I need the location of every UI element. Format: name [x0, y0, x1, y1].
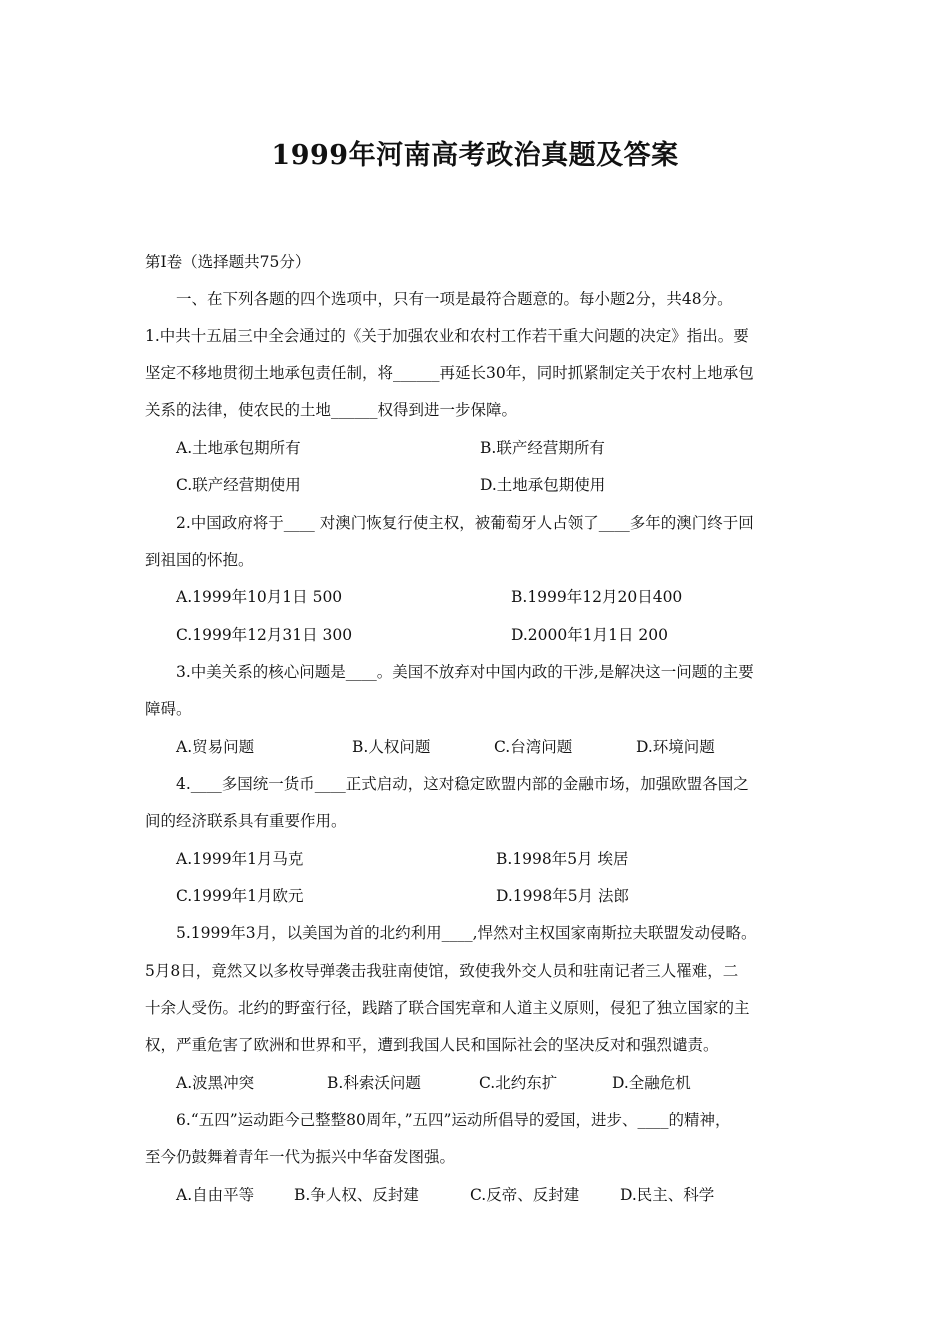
question-3-option-a: A.贸易问题 — [176, 738, 255, 756]
question-3-line-2: 障碍。 — [145, 700, 192, 718]
question-1-line-1: 1.中共十五届三中全会通过的《关于加强农业和农村工作若干重大问题的决定》指出。要 — [145, 327, 749, 345]
question-6-option-c: C.反帝、反封建 — [470, 1186, 580, 1204]
question-4-option-d: D.1998年5月 法郎 — [496, 887, 630, 905]
question-2-line-2: 到祖国的怀抱。 — [145, 551, 254, 569]
question-5-line-2: 5月8日，竟然又以多枚导弹袭击我驻南使馆，致使我外交人员和驻南记者三人罹难，二 — [145, 962, 739, 980]
question-1-option-a: A.土地承包期所有 — [176, 439, 301, 457]
question-5-line-1: 5.1999年3月，以美国为首的北约利用____,悍然对主权国家南斯拉夫联盟发动侵略。 — [176, 924, 757, 942]
question-2-option-d: D.2000年1月1日 200 — [511, 626, 668, 644]
question-4-option-c: C.1999年1月欧元 — [176, 887, 304, 905]
question-2-line-1: 2.中国政府将于____ 对澳门恢复行使主权，被葡萄牙人占领了____多年的澳门终于回 — [176, 514, 754, 532]
page-title: 1999年河南高考政治真题及答案 — [271, 140, 679, 171]
question-6-option-a: A.自由平等 — [176, 1186, 255, 1204]
question-2-option-b: B.1999年12月20日400 — [511, 588, 683, 606]
question-6-line-1: 6.“五四”运动距今己整整80周年，”五四”运动所倡导的爱国，进步、____的精神， — [176, 1111, 731, 1129]
question-5-line-3: 十余人受伤。北约的野蛮行径，践踏了联合国宪章和人道主义原则，侵犯了独立国家的主 — [145, 999, 750, 1017]
question-4-option-b: B.1998年5月 埃居 — [496, 850, 629, 868]
question-4-line-2: 间的经济联系具有重要作用。 — [145, 812, 347, 830]
question-5-line-4: 权，严重危害了欧洲和世界和平，遭到我国人民和国际社会的坚决反对和强烈谴责。 — [145, 1036, 719, 1054]
question-1-option-c: C.联产经营期使用 — [176, 476, 301, 494]
question-6-option-d: D.民主、科学 — [620, 1186, 715, 1204]
question-3-line-1: 3.中美关系的核心问题是____。美国不放弃对中国内政的干涉,是解决这一问题的主要 — [176, 663, 754, 681]
question-5-option-c: C.北约东扩 — [479, 1074, 558, 1092]
question-5-option-a: A.波黑冲突 — [176, 1074, 255, 1092]
question-3-option-c: C.台湾问题 — [494, 738, 573, 756]
instruction: 一、在下列各题的四个选项中，只有一项是最符合题意的。每小题2分，共48分。 — [176, 290, 733, 308]
question-4-line-1: 4.____多国统一货币____正式启动，这对稳定欧盟内部的金融市场，加强欧盟各国之 — [176, 775, 749, 793]
question-1-line-2: 坚定不移地贯彻土地承包责任制，将______再延长30年，同时抓紧制定关于农村上地承包 — [145, 364, 754, 382]
question-6-line-2: 至今仍鼓舞着青年一代为振兴中华奋发图强。 — [145, 1148, 456, 1166]
question-5-option-b: B.科索沃问题 — [327, 1074, 421, 1092]
question-1-line-3: 关系的法律，使农民的土地______权得到进一步保障。 — [145, 401, 518, 419]
question-3-option-b: B.人权问题 — [352, 738, 431, 756]
question-4-option-a: A.1999年1月马克 — [176, 850, 304, 868]
question-1-option-d: D.土地承包期使用 — [480, 476, 606, 494]
question-2-option-a: A.1999年10月1日 500 — [176, 588, 343, 606]
question-2-option-c: C.1999年12月31日 300 — [176, 626, 353, 644]
question-5-option-d: D.全融危机 — [612, 1074, 691, 1092]
question-6-option-b: B.争人权、反封建 — [294, 1186, 419, 1204]
section-heading: 第Ⅰ卷（选择题共75分） — [145, 253, 311, 271]
question-1-option-b: B.联产经营期所有 — [480, 439, 605, 457]
question-3-option-d: D.环境问题 — [636, 738, 715, 756]
